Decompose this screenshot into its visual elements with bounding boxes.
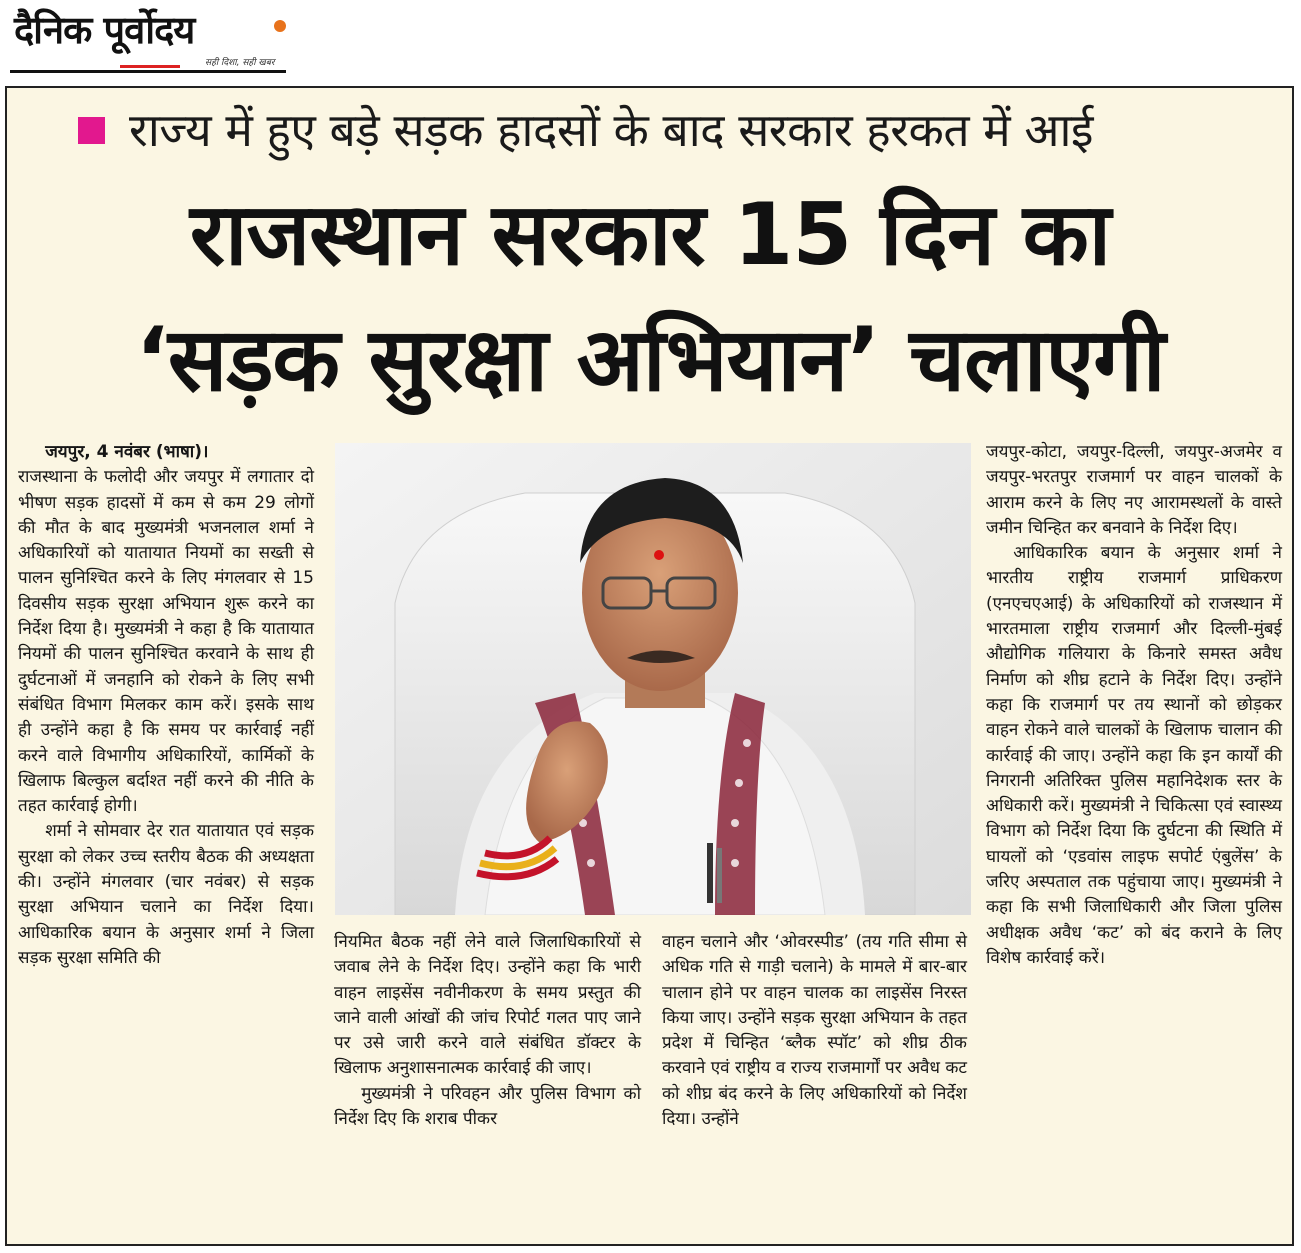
masthead-accent — [120, 65, 180, 68]
masthead-rule — [10, 70, 286, 73]
paragraph: जयपुर-कोटा, जयपुर-दिल्ली, जयपुर-अजमेर व जयपुर-भरतपुर राजमार्ग पर वाहन चालकों के आराम करने के लिए नए आरामस्थलों के वास्ते जमीन चिन्हित कर बनवाने के निर्देश दिए। — [986, 442, 1282, 538]
paragraph: शर्मा ने सोमवार देर रात यातायात एवं सड़क सुरक्षा को लेकर उच्च स्तरीय बैठक की अध्यक्षता की। उन्होंने मंगलवार (चार नवंबर) से सड़क सुरक्षा अभियान चलाने का निर्देश दिया। आधिकारिक बयान के अनुसार शर्मा ने जिला सड़क सुरक्षा समिति की — [18, 821, 314, 968]
dateline: जयपुर, 4 नवंबर (भाषा)। — [45, 442, 209, 462]
masthead-dot-icon — [274, 20, 286, 32]
headline-line-1: राजस्थान सरकार 15 दिन का — [189, 185, 1111, 285]
paragraph: मुख्यमंत्री ने परिवहन और पुलिस विभाग को निर्देश दिए कि शराब पीकर — [334, 1083, 641, 1130]
chief-minister-photo — [335, 443, 971, 915]
photo-illustration — [335, 443, 971, 915]
paragraph: वाहन चलाने और ‘ओवरस्पीड’ (तय गति सीमा से अधिक गति से गाड़ी चलाने) के मामले में बार-बार चालान होने पर वाहन चालक का लाइसेंस निरस्त किया जाए। उन्होंने सड़क सुरक्षा अभियान के तहत प्रदेश में चिन्हित ‘ब्लैक स्पॉट’ को शीघ्र ठीक करवाने एवं राष्ट्रीय व राज्य राजमार्गों पर अवैध कट को शीघ्र बंद करने के लिए अधिकारियों को निर्देश दिया। उन्होंने — [662, 932, 967, 1130]
article-column-1 — [18, 440, 314, 971]
newspaper-tagline: सही दिशा, सही खबर — [205, 58, 275, 68]
paragraph: आधिकारिक बयान के अनुसार शर्मा ने भारतीय राष्ट्रीय राजमार्ग प्राधिकरण (एनएचएआई) के अधिकारियों को राजस्थान में भारतमाला राष्ट्रीय राजमार्ग और दिल्ली-मुंबई औद्योगिक गलियारा के किनारे समस्त अवैध निर्माण को शीघ्र हटाने के निर्देश दिए। उन्होंने कहा कि राजमार्ग पर तय स्थानों को छोड़कर वाहन रोकने वाले चालकों के खिलाफ चालान की कार्रवाई की जाए। उन्होंने कहा कि इन कार्यों की निगरानी अतिरिक्त पुलिस महानिदेशक स्तर के अधिकारी करें। मुख्यमंत्री ने चिकित्सा एवं स्वास्थ्य विभाग को निर्देश दिया कि दुर्घटना की स्थिति में घायलों को ‘एडवांस लाइफ सपोर्ट एंबुलेंस’ के जरिए अस्पताल तक पहुंचाया जाए। मुख्यमंत्री ने कहा कि सभी जिलाधिकारी और जिला पुलिस अधीक्षक अवैध ‘कट’ को बंद कराने के लिए विशेष कार्रवाई करें। — [986, 543, 1282, 968]
paragraph: नियमित बैठक नहीं लेने वाले जिलाधिकारियों से जवाब लेने के निर्देश दिए। उन्होंने कहा कि भारी वाहन लाइसेंस नवीनीकरण के समय प्रस्तुत की जाने वाली आंखों की जांच रिपोर्ट गलत पाए जाने पर उसे जारी करने वाले संबंधित डॉक्टर के खिलाफ अनुशासनात्मक कार्रवाई की जाए। — [334, 932, 641, 1079]
article-column-2 — [334, 930, 641, 1132]
kicker-text: राज्य में हुए बड़े सड़क हादसों के बाद सरकार हरकत में आई — [129, 103, 1093, 157]
newspaper-title: दैनिक पूर्वोदय — [14, 8, 195, 52]
headline-line-2: ‘सड़क सुरक्षा अभियान’ चलाएगी — [135, 308, 1165, 411]
paragraph: राजस्थाना के फलोदी और जयपुर में लगातार दो भीषण सड़क हादसों में कम से कम 29 लोगों की मौत के बाद मुख्यमंत्री भजनलाल शर्मा ने अधिकारियों को यातायात नियमों का सख्ती से पालन सुनिश्चित करने के लिए मंगलवार से 15 दिवसीय सड़क सुरक्षा अभियान शुरू करने का निर्देश दिया है। मुख्यमंत्री ने कहा है कि यातायात नियमों की पालन सुनिश्चित करवाने के साथ ही दुर्घटनाओं में जनहानि को रोकने के लिए सभी संबंधित विभाग मिलकर काम करें। इसके साथ ही उन्होंने कहा है कि समय पर कार्रवाई नहीं करने वाले विभागीय अधिकारियों, कार्मिकों के खिलाफ बिल्कुल बर्दाश्त नहीं करने की नीति के तहत कार्रवाई होगी। — [18, 467, 314, 817]
kicker — [78, 98, 1258, 162]
article-column-3 — [662, 930, 967, 1132]
square-bullet-icon — [78, 117, 105, 144]
article-column-4 — [986, 440, 1282, 971]
masthead — [10, 6, 290, 72]
